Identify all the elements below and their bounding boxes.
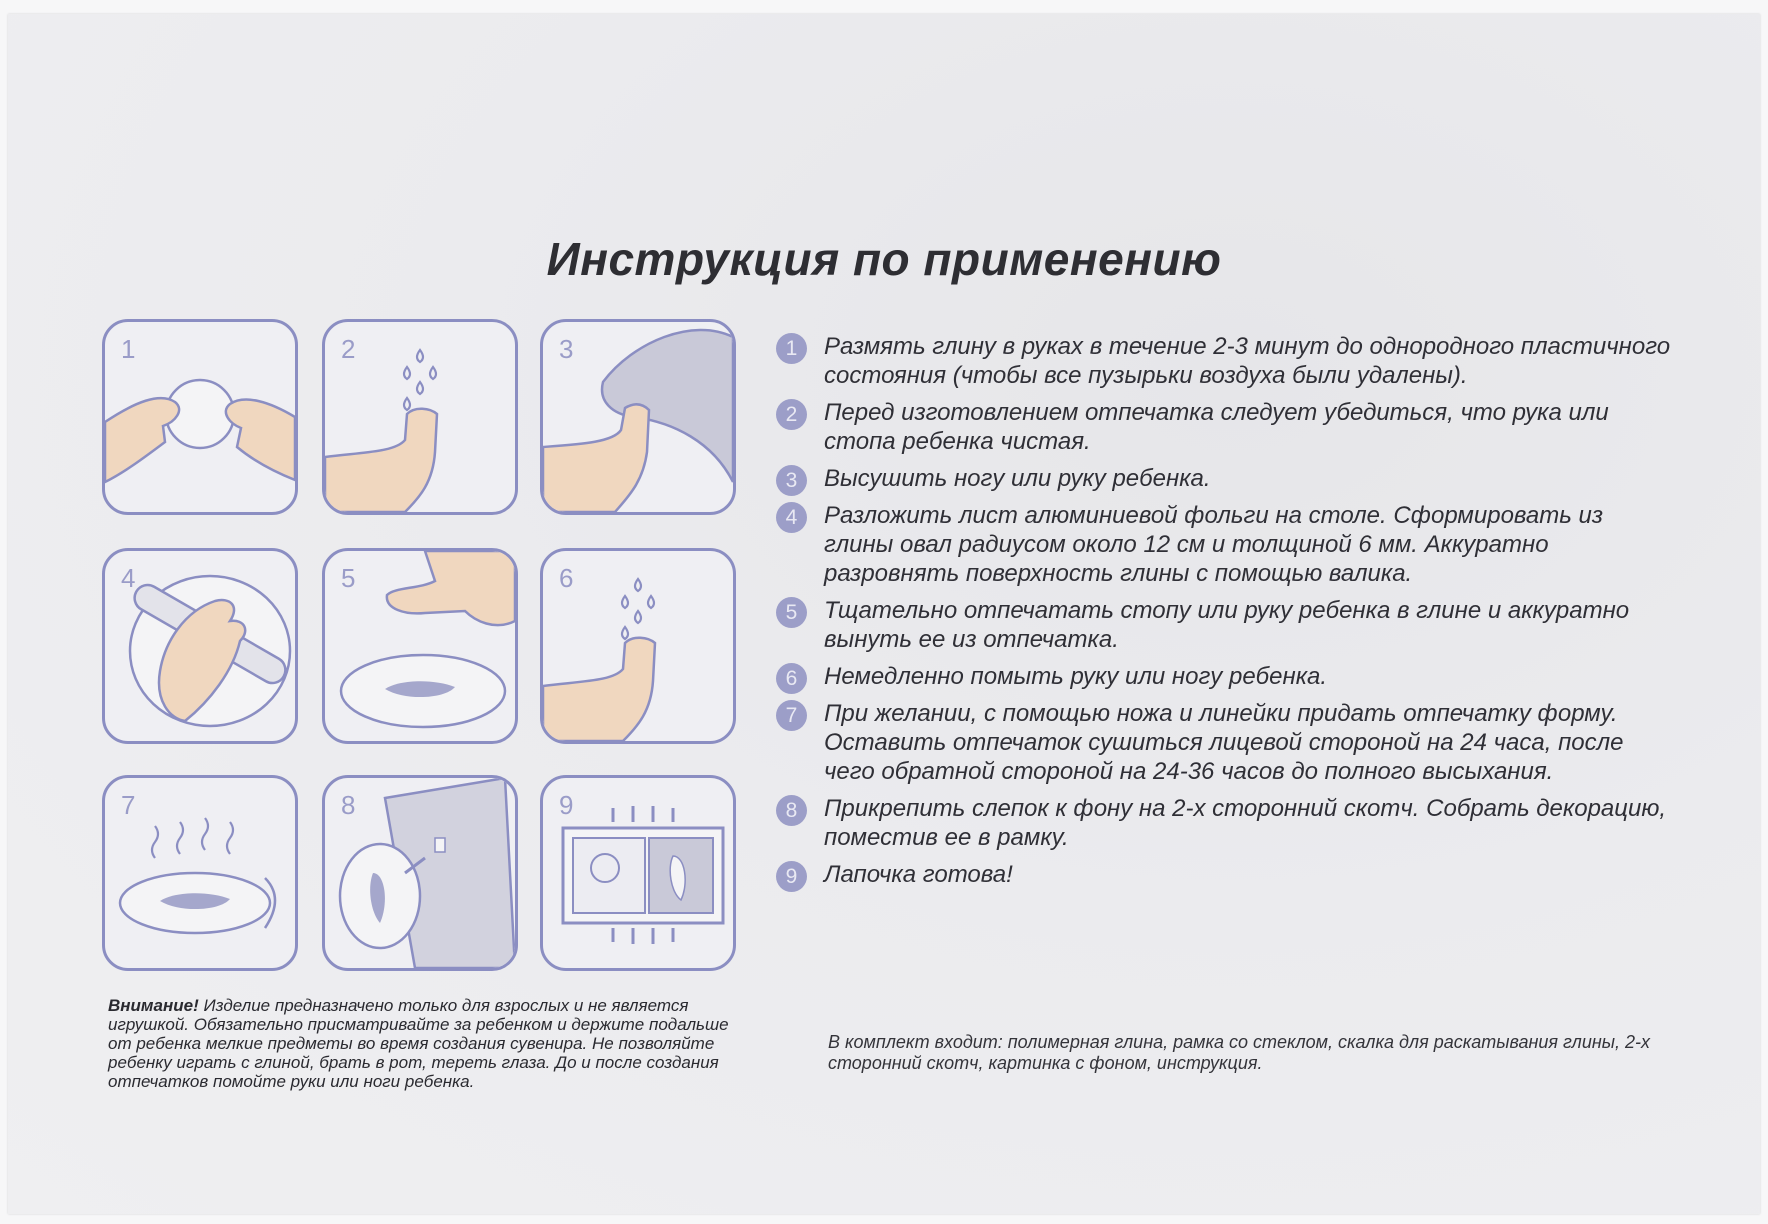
step-number-badge: 4 [776, 502, 807, 533]
panel-step-1 [102, 319, 298, 515]
panel-number: 2 [341, 334, 356, 364]
steps-list [776, 332, 1676, 889]
warning-note [108, 996, 748, 1091]
step-number-badge: 6 [776, 663, 807, 694]
panel-number: 3 [559, 334, 574, 364]
step-text: Перед изготовлением отпечатка следует убедиться, что рука или стопа ребенка чистая. [824, 399, 1609, 455]
kit-contents: В комплект входит: полимерная глина, рамка со стеклом, скалка для раскатывания глины, 2-х сторонний скотч, картинка с фоном, инструкция. [828, 1032, 1650, 1073]
panel-step-3 [540, 319, 736, 515]
step-text: Высушить ногу или руку ребенка. [824, 465, 1211, 492]
step-8 [776, 794, 1676, 852]
step-number-badge: 8 [776, 795, 807, 826]
step-text: Лапочка готова! [824, 861, 1013, 888]
panel-step-6 [540, 548, 736, 744]
step-1 [776, 332, 1676, 390]
panel-step-7 [102, 775, 298, 971]
panel-number: 1 [121, 334, 136, 364]
panel-step-9 [540, 775, 736, 971]
step-5 [776, 596, 1676, 654]
panel-number: 6 [559, 563, 574, 593]
step-text: Прикрепить слепок к фону на 2-х сторонний скотч. Собрать декорацию, поместив ее в рамку. [824, 795, 1667, 851]
step-number-badge: 1 [776, 333, 807, 364]
step-number-badge: 5 [776, 597, 807, 628]
step-text: Тщательно отпечатать стопу или руку ребенка в глине и аккуратно вынуть ее из отпечатка. [824, 597, 1630, 653]
step-4 [776, 501, 1676, 588]
panel-step-4 [102, 548, 298, 744]
warning-text: Изделие предназначено только для взрослых и не является игрушкой. Обязательно присматривайте за ребенком и держите подальше от ребенка мелкие предметы во время создания сувенира. Не позволяйте ребенку играть с глиной, брать в рот, тереть глаза. До и после создания отпечатков помойте руки или ноги ребенка. [108, 996, 729, 1091]
step-number-badge: 7 [776, 700, 807, 731]
warning-label: Внимание! [108, 996, 199, 1015]
step-7 [776, 699, 1676, 786]
step-text: Размять глину в руках в течение 2-3 минут до однородного пластичного состояния (чтобы все пузырьки воздуха были удалены). [824, 333, 1671, 389]
step-6 [776, 662, 1676, 691]
panel-number: 7 [121, 790, 136, 820]
panel-number: 9 [559, 790, 574, 820]
step-text: Разложить лист алюминиевой фольги на столе. Сформировать из глины овал радиусом около 12 см и толщиной 6 мм. Аккуратно разровнять поверхность глины с помощью валика. [824, 502, 1604, 587]
page-title: Инструкция по применению [546, 233, 1222, 285]
panel-step-5 [322, 548, 518, 744]
step-number-badge: 9 [776, 861, 807, 892]
panel-step-2 [322, 319, 518, 515]
step-2 [776, 398, 1676, 456]
step-text: Немедленно помыть руку или ногу ребенка. [824, 663, 1328, 690]
panel-number: 4 [121, 563, 136, 593]
panel-number: 5 [341, 563, 356, 593]
step-9 [776, 860, 1676, 889]
step-text: При желании, с помощью ножа и линейки придать отпечатку форму. Оставить отпечаток сушиться лицевой стороной на 24 часа, после чего обратной стороной на 24-36 часов до полного высыхания. [824, 700, 1624, 785]
step-number-badge: 3 [776, 465, 807, 496]
panel-number: 8 [341, 790, 356, 820]
step-3 [776, 464, 1676, 493]
step-number-badge: 2 [776, 399, 807, 430]
panel-step-8 [322, 775, 518, 971]
instruction-sheet [8, 14, 1760, 1214]
